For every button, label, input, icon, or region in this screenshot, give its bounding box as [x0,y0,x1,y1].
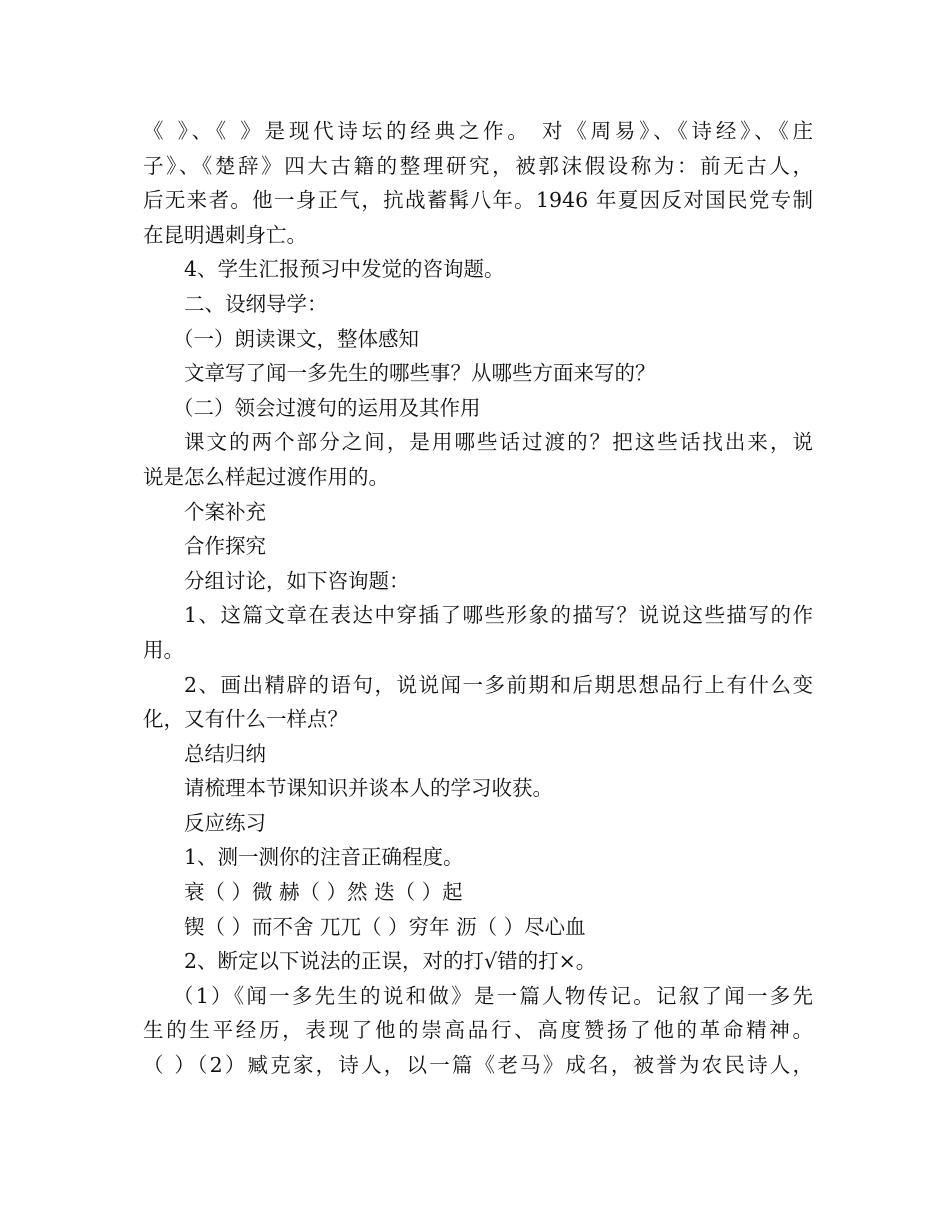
paragraph-line: 子》、《楚辞》四大古籍的整理研究，被郭沫假设称为：前无古人， [143,153,813,178]
paragraph-line: 分组讨论，如下咨询题： [184,568,410,593]
body-text [143,114,813,1083]
paragraph-line: （ ）（2）臧克家，诗人，以一篇《老马》成名，被誉为农民诗人， [143,1053,813,1078]
paragraph-line: 用。 [143,637,184,662]
exercise-line: 锲（ ）而不舍 兀兀（ ）穷年 沥（ ）尽心血 [184,914,586,939]
paragraph-line: 化，又有什么一样点？ [143,707,348,732]
paragraph-line: 《 》、《 》是现代诗坛的经典之作。 对《周易》、《诗经》、《庄 [143,119,813,143]
list-item: 4、学生汇报预习中发觉的咨询题。 [184,257,505,282]
paragraph-line: 课文的两个部分之间，是用哪些话过渡的？把这些话找出来，说 [184,430,813,455]
section-heading: 二、设纲导学： [184,291,328,316]
section-heading: 总结归纳 [184,741,266,766]
subsection-heading: （二）领会过渡句的运用及其作用 [173,395,481,420]
section-heading: 合作探究 [184,534,266,559]
question-item: 1、测一测你的注音正确程度。 [184,845,464,870]
paragraph-line: 请梳理本节课知识并谈本人的学习收获。 [184,776,553,801]
paragraph-line: 生的生平经历，表现了他的崇高品行、高度赞扬了他的革命精神。 [143,1018,813,1043]
question-item: 1、这篇文章在表达中穿插了哪些形象的描写？说说这些描写的作 [184,603,813,628]
question-item: 2、断定以下说法的正误，对的打√错的打×。 [184,949,597,974]
paragraph-line: 文章写了闻一多先生的哪些事？从哪些方面来写的？ [184,361,656,386]
section-heading: 反应练习 [184,810,266,835]
paragraph-line: 说是怎么样起过渡作用的。 [143,464,389,489]
section-heading: 个案补充 [184,499,266,524]
question-item: 2、画出精辟的语句，说说闻一多前期和后期思想品行上有什么变 [184,672,813,697]
paragraph-line: 在昆明遇刺身亡。 [143,222,307,247]
exercise-line: （1）《闻一多先生的说和做》是一篇人物传记。记叙了闻一多先 [173,983,813,1008]
exercise-line: 衰（ ）微 赫（ ）然 迭（ ）起 [184,880,463,905]
paragraph-line: 后无来者。他一身正气，抗战蓄髯八年。1946 年夏因反对国民党专制 [143,188,813,213]
subsection-heading: （一）朗读课文，整体感知 [173,326,419,351]
